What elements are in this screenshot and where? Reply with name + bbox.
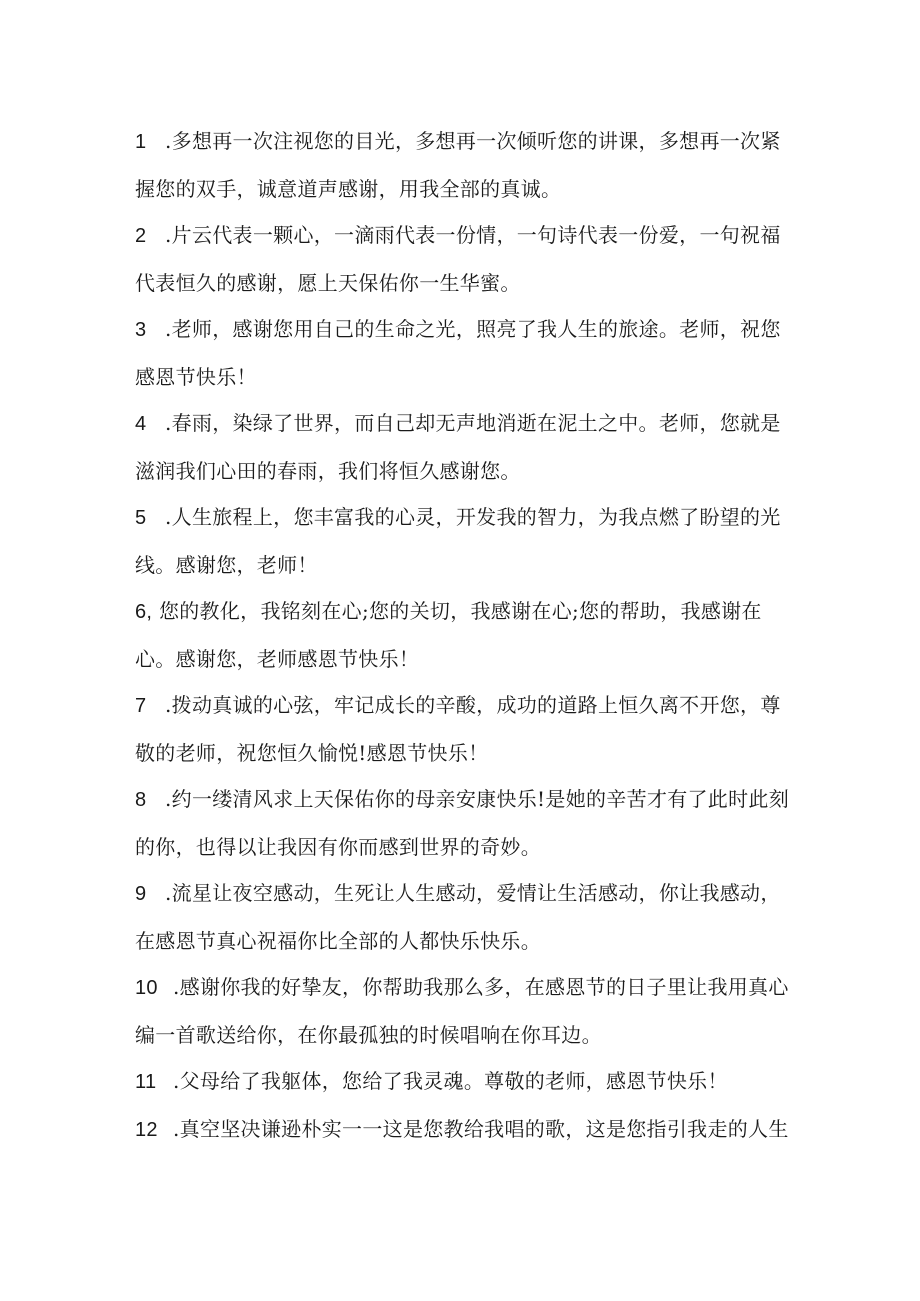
list-item xyxy=(135,964,795,1058)
item-number: 3 xyxy=(135,319,147,341)
item-text: .约一缕清风求上天保佑你的母亲安康快乐!是她的辛苦才有了此时此刻的你，也得以让我因有你而感到世界的奇妙。 xyxy=(135,787,789,859)
item-text: .老师，感谢您用自己的生命之光，照亮了我人生的旅途。老师，祝您感恩节快乐！ xyxy=(135,317,781,389)
list-item xyxy=(135,494,795,588)
list-item xyxy=(135,1106,795,1154)
item-number: 11 xyxy=(135,1071,157,1093)
list-item xyxy=(135,306,795,400)
item-number: 10 xyxy=(135,977,158,999)
list-item xyxy=(135,776,795,870)
list-item xyxy=(135,1058,795,1106)
item-number: 1 xyxy=(135,131,147,153)
item-text: .真空坚决谦逊朴实一一这是您教给我唱的歌，这是您指引我走的人生 xyxy=(173,1116,789,1141)
item-text: .拨动真诚的心弦，牢记成长的辛酸，成功的道路上恒久离不开您，尊敬的老师，祝您恒久愉悦!感恩节快乐！ xyxy=(135,693,781,765)
list-item xyxy=(135,212,795,306)
item-number: 4 xyxy=(135,413,147,435)
item-number: 2 xyxy=(135,225,147,247)
document-body xyxy=(135,118,795,1153)
item-number: 7 xyxy=(135,695,147,717)
item-text: .感谢你我的好挚友，你帮助我那么多，在感恩节的日子里让我用真心编一首歌送给你，在你最孤独的时候唱响在你耳边。 xyxy=(135,975,789,1047)
item-number: 6, xyxy=(135,601,153,623)
item-text: .人生旅程上，您丰富我的心灵，开发我的智力，为我点燃了盼望的光线。感谢您，老师！ xyxy=(135,505,781,577)
item-text: .多想再一次注视您的目光，多想再一次倾听您的讲课，多想再一次紧握您的双手，诚意道声感谢，用我全部的真诚。 xyxy=(135,129,781,201)
item-number: 12 xyxy=(135,1118,158,1141)
list-item xyxy=(135,682,795,776)
item-number: 9 xyxy=(135,883,147,905)
item-text: .春雨，染绿了世界，而自己却无声地消逝在泥土之中。老师，您就是滋润我们心田的春雨，我们将恒久感谢您。 xyxy=(135,411,781,483)
item-number: 8 xyxy=(135,789,147,811)
item-text: .流星让夜空感动，生死让人生感动，爱情让生活感动，你让我感动，在感恩节真心祝福你比全部的人都快乐快乐。 xyxy=(135,881,781,953)
item-text: 您的教化，我铭刻在心;您的关切，我感谢在心;您的帮助，我感谢在心。感谢您，老师感恩节快乐！ xyxy=(135,599,762,671)
item-text: .父母给了我躯体，您给了我灵魂。尊敬的老师，感恩节快乐！ xyxy=(173,1069,728,1093)
list-item xyxy=(135,588,795,682)
list-item xyxy=(135,870,795,964)
item-text: .片云代表一颗心，一滴雨代表一份情，一句诗代表一份爱，一句祝福代表恒久的感谢，愿上天保佑你一生华蜜。 xyxy=(135,223,781,295)
list-item xyxy=(135,118,795,212)
item-number: 5 xyxy=(135,507,147,529)
list-item xyxy=(135,400,795,494)
